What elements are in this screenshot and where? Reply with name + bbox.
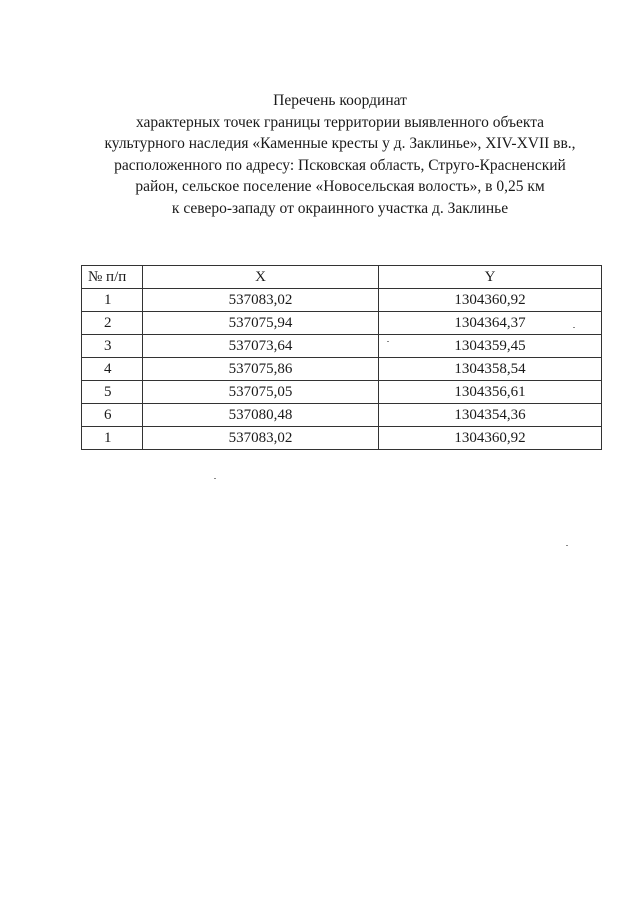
scan-speck <box>566 545 568 546</box>
scan-speck <box>387 341 389 342</box>
title-line-6: к северо-западу от окраинного участка д. Заклинье <box>171 199 509 217</box>
table-header-row <box>82 266 602 289</box>
header-y: Y <box>379 266 602 289</box>
row-number: 5 <box>82 381 143 404</box>
table-row <box>82 427 602 450</box>
row-y: 1304356,61 <box>379 381 602 404</box>
row-number: 2 <box>82 312 143 335</box>
coordinates-table <box>81 265 602 450</box>
row-number: 4 <box>82 358 143 381</box>
title-line-4: расположенного по адресу: Псковская область, Струго-Красненский <box>114 156 566 174</box>
row-x: 537083,02 <box>143 289 379 312</box>
row-y: 1304359,45 <box>379 335 602 358</box>
row-number: 1 <box>82 289 143 312</box>
title-line-5: район, сельское поселение «Новосельская волость», в 0,25 км <box>135 178 545 195</box>
title-line-2: характерных точек границы территории выявленного объекта <box>135 113 545 131</box>
row-x: 537075,94 <box>143 312 379 335</box>
table-row <box>82 312 602 335</box>
header-x: X <box>143 266 379 289</box>
row-x: 537080,48 <box>143 404 379 427</box>
title-line-3: культурного наследия «Каменные кресты у д. Заклинье», XIV-XVII вв., <box>104 135 576 152</box>
scan-speck <box>214 478 216 479</box>
row-y: 1304358,54 <box>379 358 602 381</box>
table-row <box>82 381 602 404</box>
row-x: 537075,05 <box>143 381 379 404</box>
table-row <box>82 404 602 427</box>
row-number: 6 <box>82 404 143 427</box>
row-x: 537075,86 <box>143 358 379 381</box>
document-title <box>60 90 620 219</box>
table-row <box>82 335 602 358</box>
row-y: 1304360,92 <box>379 427 602 450</box>
coordinates-table-container <box>81 265 602 450</box>
row-x: 537073,64 <box>143 335 379 358</box>
row-y: 1304354,36 <box>379 404 602 427</box>
row-y: 1304364,37 <box>379 312 602 335</box>
title-line-1: Перечень координат <box>273 92 407 109</box>
table-row <box>82 289 602 312</box>
row-number: 1 <box>82 427 143 450</box>
row-x: 537083,02 <box>143 427 379 450</box>
scan-speck <box>573 327 575 328</box>
row-number: 3 <box>82 335 143 358</box>
table-row <box>82 358 602 381</box>
row-y: 1304360,92 <box>379 289 602 312</box>
header-number: № п/п <box>82 266 143 289</box>
